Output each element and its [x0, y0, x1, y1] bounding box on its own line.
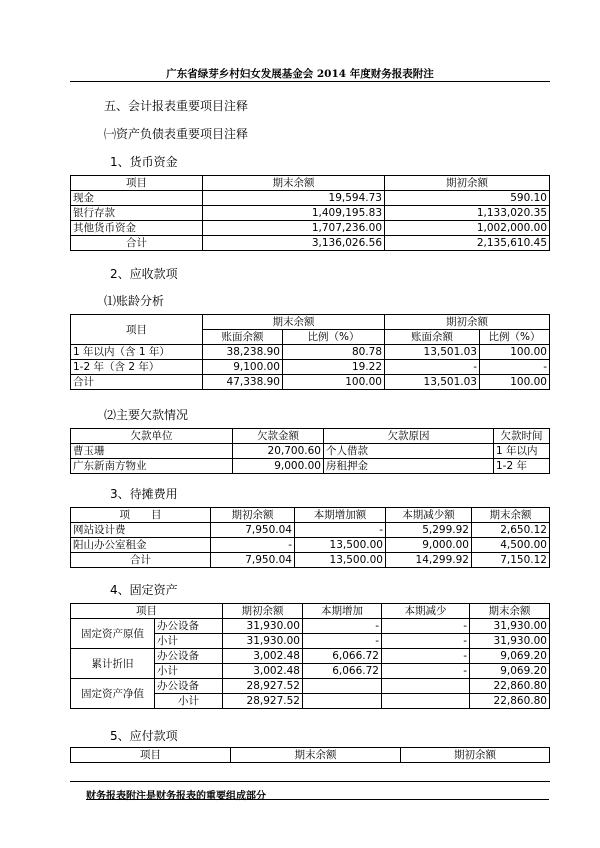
header-cell: 项目 — [71, 748, 231, 763]
aging-heading: ⑴账龄分析 — [104, 294, 165, 308]
cell: 100.00 — [480, 375, 550, 390]
table-header-row — [71, 176, 550, 191]
cell: 31,930.00 — [223, 634, 303, 649]
cell: 其他货币资金 — [71, 221, 203, 236]
header-cell: 期初余额 — [385, 315, 550, 330]
cell: 曹玉珊 — [71, 444, 233, 459]
table-row — [71, 649, 550, 664]
table-total-row — [71, 553, 550, 568]
cell: 1,133,020.35 — [385, 206, 550, 221]
table-header-row — [71, 315, 550, 330]
cell: 1 年以内 — [494, 444, 550, 459]
cell: 小计 — [155, 694, 223, 709]
cell: 100.00 — [283, 375, 385, 390]
header-cell: 比例（%） — [283, 330, 385, 345]
cell: 31,930.00 — [223, 619, 303, 634]
cell: - — [382, 634, 470, 649]
cell: 1,409,195.83 — [203, 206, 385, 221]
table-total-row — [71, 375, 550, 390]
cell: 6,066.72 — [303, 664, 382, 679]
cell: 3,136,026.56 — [203, 236, 385, 251]
cell: 7,950.04 — [211, 553, 295, 568]
group-cell: 固定资产原值 — [71, 619, 155, 649]
cell: 5,299.92 — [386, 523, 472, 538]
cell: 13,501.03 — [385, 375, 480, 390]
cell: 28,927.52 — [223, 694, 303, 709]
header-cell: 本期减少 — [382, 604, 470, 619]
header-cell: 期末余额 — [472, 508, 550, 523]
header-cell: 期末余额 — [203, 315, 385, 330]
table-row — [71, 191, 550, 206]
cell: 22,860.80 — [470, 694, 550, 709]
cell: 2,135,610.45 — [385, 236, 550, 251]
header-cell: 本期增加 — [303, 604, 382, 619]
table-row — [71, 679, 550, 694]
prepaid-table — [70, 507, 550, 568]
header-cell: 欠款原因 — [324, 429, 494, 444]
group-cell: 固定资产净值 — [71, 679, 155, 709]
table-row — [71, 206, 550, 221]
cell: - — [382, 619, 470, 634]
cell: - — [211, 538, 295, 553]
footer-underline — [86, 799, 549, 800]
table-total-row — [71, 236, 550, 251]
cell: - — [385, 360, 480, 375]
prepaid-heading: 3、待摊费用 — [110, 487, 178, 501]
cell: 13,500.00 — [295, 538, 386, 553]
cell: 22,860.80 — [470, 679, 550, 694]
table-row — [71, 345, 550, 360]
cell: 13,501.03 — [385, 345, 480, 360]
cell: 1 年以内（含 1 年） — [71, 345, 203, 360]
cell: 6,066.72 — [303, 649, 382, 664]
table-row — [71, 360, 550, 375]
header-cell: 期初余额 — [401, 748, 550, 763]
cell: 9,100.00 — [203, 360, 283, 375]
cell: 80.78 — [283, 345, 385, 360]
cell: 房租押金 — [324, 459, 494, 474]
cell: 31,930.00 — [470, 619, 550, 634]
group-cell: 累计折旧 — [71, 649, 155, 679]
header-divider — [70, 81, 550, 82]
cell: 20,700.60 — [233, 444, 324, 459]
cell: 合计 — [71, 236, 203, 251]
cell: - — [303, 634, 382, 649]
cell: 4,500.00 — [472, 538, 550, 553]
header-cell: 欠款金额 — [233, 429, 324, 444]
cell: 31,930.00 — [470, 634, 550, 649]
cell: 网站设计费 — [71, 523, 211, 538]
debt-table — [70, 428, 550, 474]
header-cell: 期初余额 — [385, 176, 550, 191]
cell: 合计 — [71, 553, 211, 568]
page-footer: 财务报表附注是财务报表的重要组成部分 — [86, 791, 266, 802]
table-row — [71, 221, 550, 236]
cell: 28,927.52 — [223, 679, 303, 694]
payable-heading: 5、应付款项 — [110, 729, 178, 743]
cell: 7,950.04 — [211, 523, 295, 538]
fixed-assets-table — [70, 603, 550, 709]
cell: 1,707,236.00 — [203, 221, 385, 236]
header-cell: 账面余额 — [203, 330, 283, 345]
receivable-heading: 2、应收款项 — [110, 267, 178, 281]
fixed-assets-heading: 4、固定资产 — [110, 583, 178, 597]
cell: 9,069.20 — [470, 664, 550, 679]
cash-table — [70, 175, 550, 251]
header-cell: 本期减少额 — [386, 508, 472, 523]
footer-divider — [70, 781, 550, 782]
cell: 办公设备 — [155, 649, 223, 664]
table-header-row — [71, 748, 550, 763]
table-header-row — [71, 604, 550, 619]
page-header-title: 广东省绿芽乡村妇女发展基金会 2014 年度财务报表附注 — [166, 68, 434, 80]
table-row — [71, 538, 550, 553]
subsection-title: ㈠资产负债表重要项目注释 — [104, 127, 249, 141]
cell: 现金 — [71, 191, 203, 206]
header-cell: 比例（%） — [480, 330, 550, 345]
cell — [303, 679, 382, 694]
header-cell: 期初余额 — [223, 604, 303, 619]
header-cell: 期末余额 — [231, 748, 401, 763]
cell: 办公设备 — [155, 619, 223, 634]
header-cell: 本期增加额 — [295, 508, 386, 523]
cell: 小计 — [155, 634, 223, 649]
cell: - — [382, 664, 470, 679]
header-cell: 项目 — [71, 176, 203, 191]
cell: - — [295, 523, 386, 538]
cell: 1,002,000.00 — [385, 221, 550, 236]
table-row — [71, 444, 550, 459]
cell: 14,299.92 — [386, 553, 472, 568]
debt-heading: ⑵主要欠款情况 — [104, 408, 189, 422]
cell: 38,238.90 — [203, 345, 283, 360]
header-cell: 欠款单位 — [71, 429, 233, 444]
header-cell: 期末余额 — [470, 604, 550, 619]
cell: 阳山办公室租金 — [71, 538, 211, 553]
cell: 19,594.73 — [203, 191, 385, 206]
cell: 1-2 年 — [494, 459, 550, 474]
cell: 47,338.90 — [203, 375, 283, 390]
section-title: 五、会计报表重要项目注释 — [104, 99, 249, 113]
aging-table — [70, 314, 550, 390]
cell: 小计 — [155, 664, 223, 679]
header-cell: 项目 — [71, 315, 203, 345]
cell — [382, 679, 470, 694]
cell: - — [480, 360, 550, 375]
table-header-row — [71, 508, 550, 523]
table-row — [71, 619, 550, 634]
cell: 19.22 — [283, 360, 385, 375]
cell: 2,650.12 — [472, 523, 550, 538]
cell: 1-2 年（含 2 年） — [71, 360, 203, 375]
cell — [382, 694, 470, 709]
cell: 合计 — [71, 375, 203, 390]
cell: 3,002.48 — [223, 649, 303, 664]
header-cell: 项目 — [71, 604, 223, 619]
cell: 590.10 — [385, 191, 550, 206]
cell: 7,150.12 — [472, 553, 550, 568]
header-cell: 期初余额 — [211, 508, 295, 523]
header-cell: 欠款时间 — [494, 429, 550, 444]
cell: 广东新南方物业 — [71, 459, 233, 474]
table-row — [71, 523, 550, 538]
cell: 9,069.20 — [470, 649, 550, 664]
cell: 100.00 — [480, 345, 550, 360]
cell: - — [382, 649, 470, 664]
header-cell: 期末余额 — [203, 176, 385, 191]
cell: - — [303, 619, 382, 634]
cell: 3,002.48 — [223, 664, 303, 679]
cell: 13,500.00 — [295, 553, 386, 568]
cell: 银行存款 — [71, 206, 203, 221]
header-cell: 项 目 — [71, 508, 211, 523]
cell: 9,000.00 — [233, 459, 324, 474]
cell: 办公设备 — [155, 679, 223, 694]
header-cell: 账面余额 — [385, 330, 480, 345]
cell: 个人借款 — [324, 444, 494, 459]
table-header-row — [71, 429, 550, 444]
payable-table — [70, 747, 550, 763]
cell: 9,000.00 — [386, 538, 472, 553]
table-row — [71, 459, 550, 474]
cell — [303, 694, 382, 709]
cash-heading: 1、货币资金 — [110, 155, 178, 169]
